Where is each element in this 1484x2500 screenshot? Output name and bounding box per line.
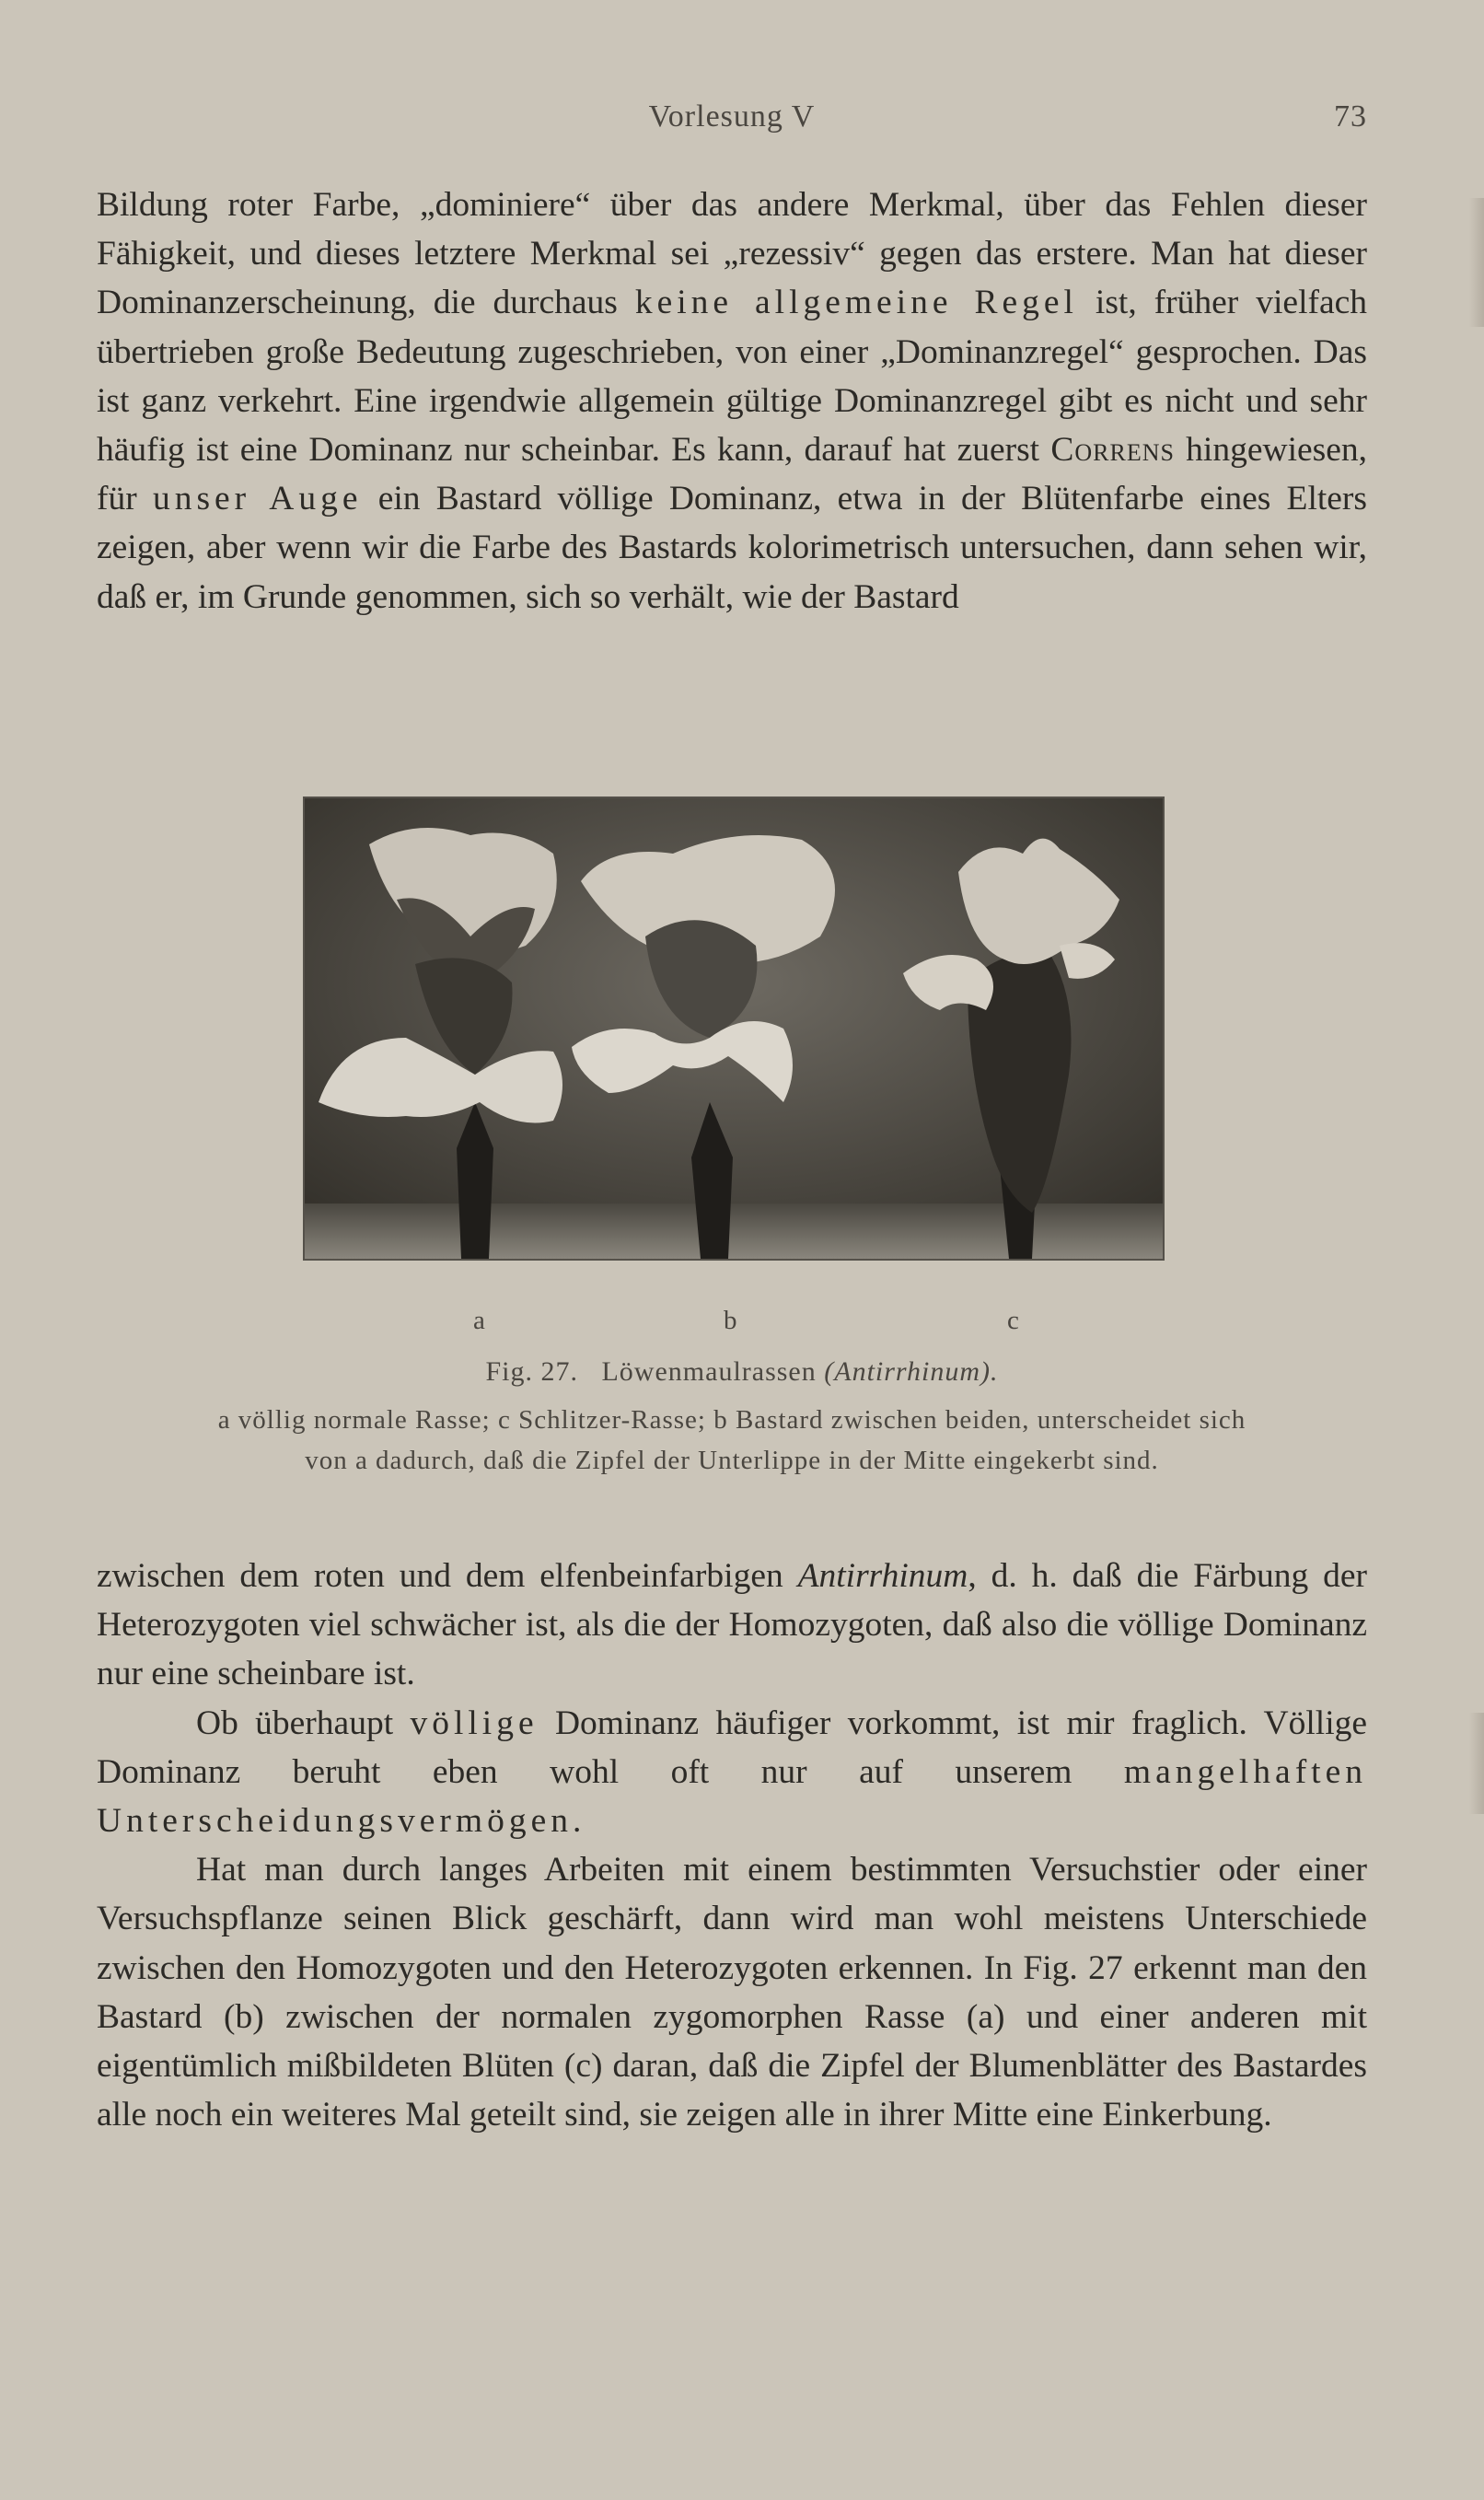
figure-title: Löwenmaulrassen [601,1356,817,1387]
emphasis-spaced: mangelhaften Unterscheidungsvermögen [97,1752,1367,1841]
figure-sub-labels [0,1306,1484,1343]
figure-label-b: b [724,1306,737,1335]
paragraph-1-text: hingewiesen, für [97,431,1367,518]
figure-caption-body [97,1400,1367,1481]
paragraph-3-text: Dominanz häufiger vorkommt, ist mir fraglich. Völlige Dominanz beruht eben wohl oft nur auf unserem [97,1703,1368,1791]
body-text-lower [97,1552,1367,2139]
paragraph-1-text: ist, früher vielfach übertrieben große Bedeutung zugeschrieben, von einer „Dominanzregel“ gesprochen. Das ist ganz verkehrt. Eine irgendwie allgemein gültige Dominanzregel gibt es nicht und sehr häufig ist eine Dominanz nur scheinbar. Es kann, darauf hat zuerst [97,284,1368,470]
paragraph-2-text: , d. h. daß die Färbung der Heterozygoten viel schwächer ist, als die der Homozygoten, daß also die völlige Dominanz nur eine scheinbare ist. [97,1557,1367,1693]
paragraph-3-text: Ob überhaupt [196,1703,411,1742]
figure-genus: (Antirrhinum). [824,1356,999,1387]
figure-number: Fig. 27. [485,1356,578,1387]
emphasis-spaced: unser Auge [152,480,363,518]
author-name: Correns [1050,431,1175,470]
figure-photograph [305,798,1163,1259]
page-header [97,99,1367,145]
paragraph-4: Hat man durch langes Arbeiten mit einem bestimmten Versuchstier oder einer Versuchspflanze seinen Blick geschärft, dann wird man wohl meistens Unterschiede zwischen den Homozygoten und den Heterozygoten erkennen. In Fig. 27 erkennt man den Bastard (b) zwischen der normalen zygomorphen Rasse (a) und einer anderen mit eigentümlich mißbildeten Blüten (c) daran, daß die Zipfel der Blumenblätter des Bastardes alle noch ein weiteres Mal geteilt sind, sie zeigen alle in ihrer Mitte eine Einkerbung. [97,1851,1367,2134]
paragraph-3-text: . [572,1802,582,1841]
caption-line-2: von a dadurch, daß die Zipfel der Unterlippe in der Mitte eingekerbt sind. [305,1446,1159,1475]
paragraph-3 [97,1699,1367,1846]
emphasis-spaced: keine allgemeine Regel [634,284,1078,322]
page-edge-shadow [1469,198,1484,327]
figure-label-c: c [1007,1306,1019,1335]
page-number: 73 [1334,99,1367,134]
paragraph-1-text: ein Bastard völlige Dominanz, etwa in der Blütenfarbe eines Elters zeigen, aber wenn wir die Farbe des Bastards kolorimetrisch untersuchen, dann sehen wir, daß er, im Grunde genommen, sich so verhält, wie der Bastard [97,480,1368,616]
page-edge-shadow [1469,1713,1484,1814]
paragraph-2-text: zwischen dem roten und dem elfenbeinfarbigen [97,1557,798,1595]
figure-label-a: a [473,1306,485,1335]
caption-line-1: a völlig normale Rasse; c Schlitzer-Rasse; b Bastard zwischen beiden, unterscheidet sich [217,1405,1246,1435]
genus-name: Antirrhinum [797,1557,968,1595]
running-title: Vorlesung V [648,99,816,134]
emphasis-spaced: völlige [410,1703,539,1742]
paragraph-1-text: Bildung roter Farbe, „dominiere“ über das andere Merkmal, über das Fehlen dieser Fähigkeit, und dieses letztere Merkmal sei „rezessiv“ gegen das erstere. Man hat dieser Dominanzerscheinung, die durchaus [97,186,1367,322]
snapdragon-photo [305,798,1163,1259]
figure-caption-title [0,1356,1484,1388]
paragraph-1 [97,180,1367,622]
paragraph-2 [97,1552,1367,1699]
